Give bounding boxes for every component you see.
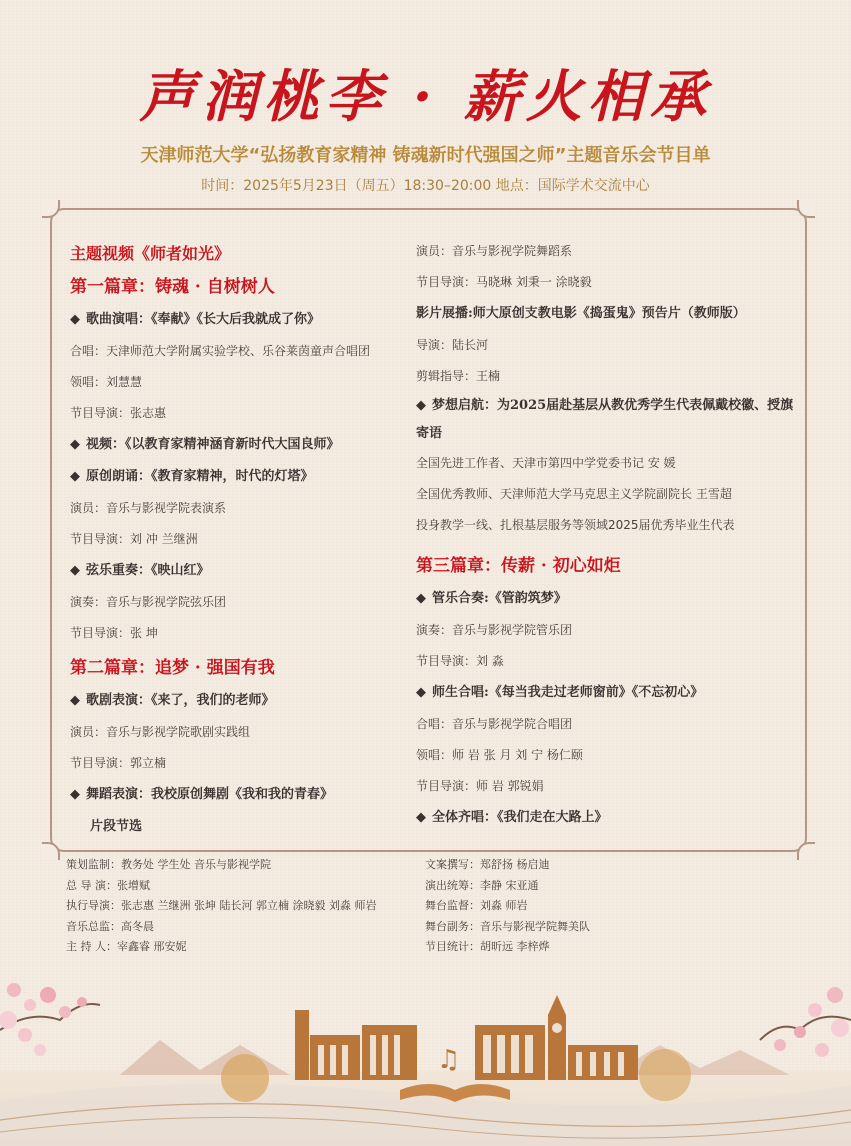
staff-line: 节目统计：胡昕远 李梓烨 <box>425 940 550 953</box>
program-item-title: 原创朗诵：《教育家精神，时代的灯塔》 <box>86 469 314 484</box>
diamond-bullet-icon: ◆ <box>70 437 80 452</box>
peach-blossom-branch-left <box>0 983 100 1056</box>
diamond-bullet-icon: ◆ <box>416 685 426 700</box>
credit-line: 全国先进工作者、天津市第四中学党委书记 安 媛 <box>416 456 676 470</box>
diamond-bullet-icon: ◆ <box>416 591 426 606</box>
sun-ornament <box>221 1054 269 1102</box>
program-item <box>70 555 405 587</box>
frame-corner-ornament <box>42 200 60 218</box>
staff-line: 舞台监督：刘淼 师岩 <box>425 899 528 912</box>
credit-line: 演员：音乐与影视学院歌剧实践组 <box>70 725 251 739</box>
credit-line: 演员：音乐与影视学院表演系 <box>70 501 227 515</box>
chapter-1-title: 第一篇章：铸魂 · 自树树人 <box>70 277 275 297</box>
staff-line: 主 持 人：宰鑫睿 邢安妮 <box>66 940 187 953</box>
program-item <box>70 685 405 717</box>
program-item-continuation: 片段节选 <box>90 819 143 834</box>
program-item-title: 舞蹈表演：我校原创舞剧《我和我的青春》 <box>86 787 334 802</box>
credit-line: 导演：陆长河 <box>416 338 489 352</box>
diamond-bullet-icon: ◆ <box>70 787 80 802</box>
diamond-bullet-icon: ◆ <box>70 693 80 708</box>
credit-line: 全国优秀教师、天津师范大学马克思主义学院副院长 王雪超 <box>416 487 732 501</box>
program-item <box>416 392 801 448</box>
staff-line: 执行导演：张志惠 兰继洲 张坤 陆长河 郭立楠 涂晓毅 刘淼 师岩 <box>66 899 377 912</box>
staff-line: 总 导 演：张增赋 <box>66 878 150 892</box>
program-item <box>416 677 806 709</box>
credit-line: 节目导演：张志惠 <box>70 406 167 420</box>
credit-line: 演奏：音乐与影视学院管乐团 <box>416 623 573 637</box>
program-right-column <box>416 236 806 834</box>
program-item-title: 梦想启航：为2025届赴基层从教优秀学生代表佩戴校徽、授旗寄语 <box>416 398 794 441</box>
credit-line: 合唱：音乐与影视学院合唱团 <box>416 717 573 731</box>
credit-line: 节目导演：张 坤 <box>70 626 158 640</box>
intro-video-title: 主题视频《师者如光》 <box>70 244 231 263</box>
film-title: 影片展播:师大原创支教电影《捣蛋鬼》预告片（教师版） <box>416 306 746 321</box>
diamond-bullet-icon: ◆ <box>416 398 426 413</box>
staff-line: 舞台副务：音乐与影视学院舞美队 <box>425 919 590 933</box>
staff-credits-right <box>425 855 590 958</box>
chapter-3-title: 第三篇章：传薪 · 初心如炬 <box>416 556 621 576</box>
diamond-bullet-icon: ◆ <box>416 810 426 825</box>
credit-line: 演员：音乐与影视学院舞蹈系 <box>416 244 573 258</box>
diamond-bullet-icon: ◆ <box>70 469 80 484</box>
credit-line: 节目导演：郭立楠 <box>70 756 167 770</box>
credit-line: 节目导演：刘 冲 兰继洲 <box>70 532 198 546</box>
program-item <box>70 429 405 461</box>
staff-credits-left <box>66 855 376 958</box>
program-item <box>70 779 405 811</box>
frame-corner-ornament <box>42 842 60 860</box>
staff-line: 策划监制：教务处 学生处 音乐与影视学院 <box>66 858 271 871</box>
credit-line: 剪辑指导：王楠 <box>416 369 501 383</box>
frame-corner-ornament <box>797 842 815 860</box>
sun-ornament <box>639 1049 691 1101</box>
credit-line: 领唱：师 岩 张 月 刘 宁 杨仁颐 <box>416 748 583 762</box>
staff-line: 演出统筹：李静 宋亚通 <box>425 878 539 892</box>
program-item-title: 视频：《以教育家精神涵育新时代大国良师》 <box>86 437 340 452</box>
diamond-bullet-icon: ◆ <box>70 312 80 327</box>
program-item <box>416 583 806 615</box>
program-item-title: 歌剧表演：《来了，我们的老师》 <box>86 693 275 708</box>
credit-line: 演奏：音乐与影视学院弦乐团 <box>70 595 227 609</box>
program-item-title: 歌曲演唱：《奉献》《长大后我就成了你》 <box>86 312 321 327</box>
program-item-title: 管乐合奏:《管韵筑梦》 <box>432 591 567 606</box>
page-title: 声润桃李 · 薪火相承 <box>139 64 712 130</box>
program-item-title: 全体齐唱：《我们走在大路上》 <box>432 810 608 825</box>
program-item <box>70 304 405 336</box>
campus-landscape-illustration <box>0 950 851 1146</box>
concert-subtitle: 天津师范大学“弘扬教育家精神 铸魂新时代强国之师”主题音乐会节目单 <box>140 145 711 166</box>
credit-line: 投身教学一线、扎根基层服务等领域2025届优秀毕业生代表 <box>416 518 735 532</box>
credit-line: 节目导演：师 岩 郭锐娟 <box>416 779 544 793</box>
program-left-column <box>70 238 405 843</box>
program-item <box>70 461 405 493</box>
chapter-2-title: 第二篇章：追梦 · 强国有我 <box>70 658 275 678</box>
program-item <box>416 802 806 834</box>
peach-blossom-branch-right <box>760 987 851 1057</box>
time-place-line: 时间：2025年5月23日（周五）18:30–20:00 地点：国际学术交流中心 <box>201 178 650 194</box>
program-item-title: 弦乐重奏：《映山红》 <box>86 563 210 578</box>
program-item-title: 师生合唱:《每当我走过老师窗前》《不忘初心》 <box>432 685 704 700</box>
staff-line: 音乐总监：高冬晨 <box>66 919 154 933</box>
staff-line: 文案撰写：郑舒扬 杨启迪 <box>425 858 550 871</box>
frame-corner-ornament <box>797 200 815 218</box>
credit-line: 节目导演：刘 淼 <box>416 654 504 668</box>
building <box>295 1010 309 1080</box>
credit-line: 合唱：天津师范大学附属实验学校、乐谷莱茵童声合唱团 <box>70 344 371 358</box>
diamond-bullet-icon: ◆ <box>70 563 80 578</box>
music-note-icon: ♫ <box>437 1045 461 1075</box>
credit-line: 领唱：刘慧慧 <box>70 375 143 389</box>
tower-roof <box>548 995 566 1015</box>
credit-line: 节目导演：马晓琳 刘秉一 涂晓毅 <box>416 275 592 289</box>
